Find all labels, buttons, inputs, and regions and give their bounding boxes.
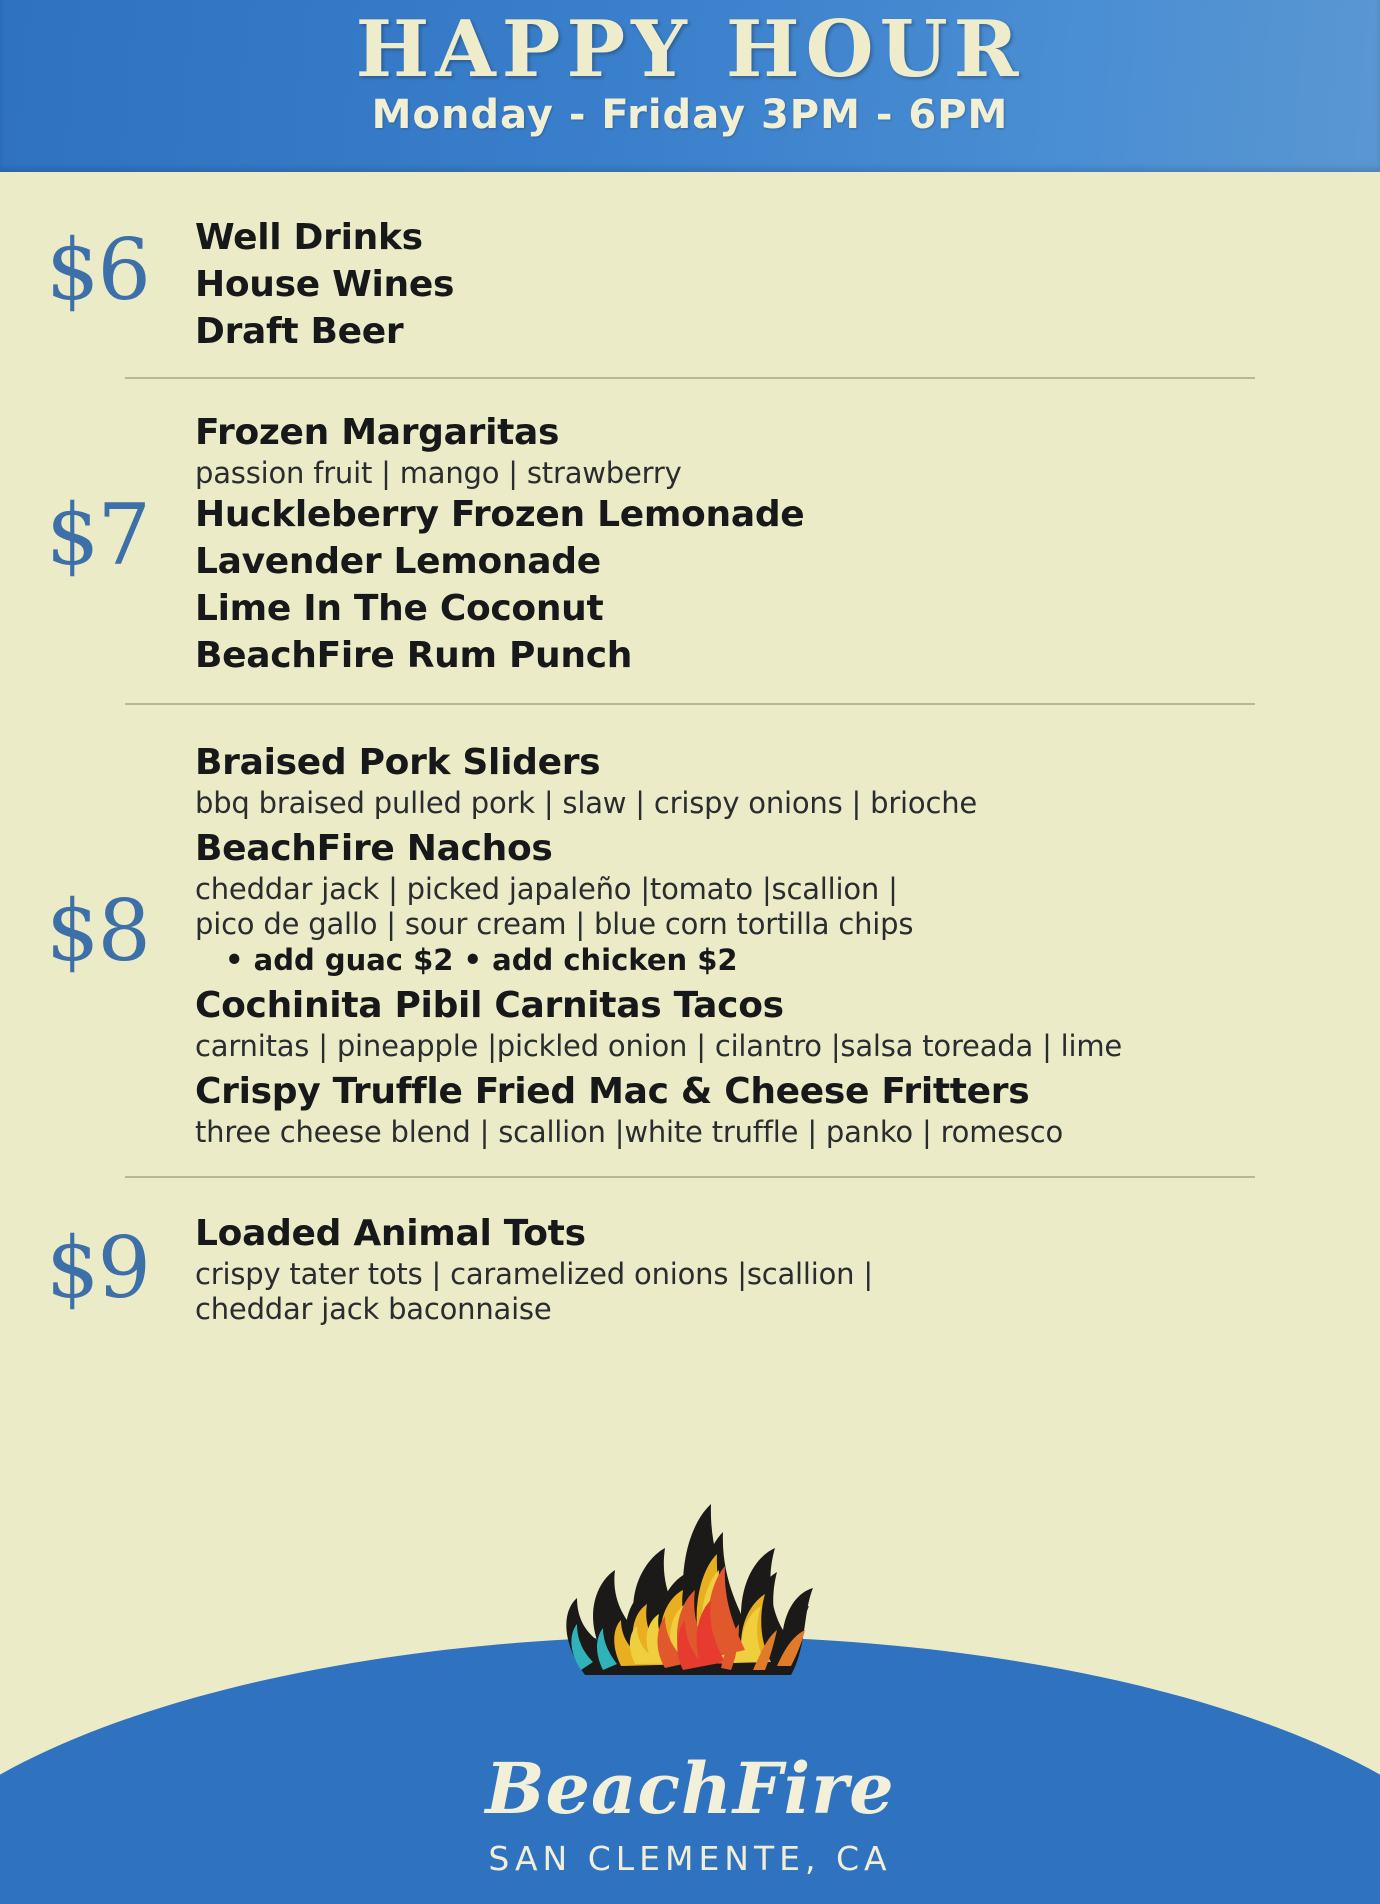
menu-item-desc: carnitas | pineapple |pickled onion | cilantro |salsa toreada | lime: [195, 1029, 1123, 1063]
menu-item-addons: • add guac $2 • add chicken $2: [225, 943, 738, 977]
menu-item-list: [195, 214, 1380, 355]
menu-item-desc-line2: pico de gallo | sour cream | blue corn tortilla chips: [195, 907, 914, 941]
menu-section-8: [0, 705, 1380, 1176]
menu-section-6: [0, 172, 1380, 377]
brand-name: BeachFire: [485, 1747, 895, 1830]
menu-item-name: Crispy Truffle Fried Mac & Cheese Fritters: [195, 1071, 1030, 1112]
menu-section-9: [0, 1178, 1380, 1337]
menu-item-name: BeachFire Nachos: [195, 828, 553, 869]
page-title: HAPPY HOUR: [355, 4, 1025, 95]
page-subtitle: Monday - Friday 3PM - 6PM: [371, 92, 1009, 138]
menu-item-desc: bbq braised pulled pork | slaw | crispy onions | brioche: [195, 786, 978, 820]
price-label: $6: [46, 221, 149, 319]
menu-item-desc: crispy tater tots | caramelized onions |scallion |: [195, 1257, 873, 1291]
menu-item-name: Braised Pork Sliders: [195, 742, 601, 783]
price-label: $8: [46, 882, 149, 980]
menu-section-7: [0, 379, 1380, 703]
menu-item-list: [195, 409, 1380, 679]
price-label: $7: [46, 486, 149, 584]
menu-item-desc-line2: cheddar jack baconnaise: [195, 1292, 552, 1326]
menu-item-name: Cochinita Pibil Carnitas Tacos: [195, 985, 784, 1026]
menu-item-name: Lime In The Coconut: [195, 588, 604, 629]
price-label: $9: [46, 1219, 149, 1317]
menu-item-desc: passion fruit | mango | strawberry: [195, 456, 682, 490]
menu-item-desc: three cheese blend | scallion |white truffle | panko | romesco: [195, 1115, 1064, 1149]
menu-item-desc: cheddar jack | picked japaleño |tomato |scallion |: [195, 872, 898, 906]
menu-item-name: Well Drinks: [195, 217, 423, 258]
menu-item-name: Huckleberry Frozen Lemonade: [195, 494, 805, 535]
menu-item-name: House Wines: [195, 264, 455, 305]
menu-item-name: Lavender Lemonade: [195, 541, 601, 582]
menu-item-name: BeachFire Rum Punch: [195, 635, 633, 676]
menu-item-name: Frozen Margaritas: [195, 412, 560, 453]
flame-logo-icon: [525, 1470, 855, 1680]
menu-header: [0, 0, 1380, 172]
menu-header-text: [0, 6, 1380, 138]
menu-content: [0, 172, 1380, 1337]
menu-item-list: [195, 1210, 1380, 1327]
menu-item-name: Loaded Animal Tots: [195, 1213, 586, 1254]
menu-item-name: Draft Beer: [195, 311, 404, 352]
brand-location: SAN CLEMENTE, CA: [488, 1839, 892, 1878]
menu-item-list: [195, 739, 1380, 1150]
